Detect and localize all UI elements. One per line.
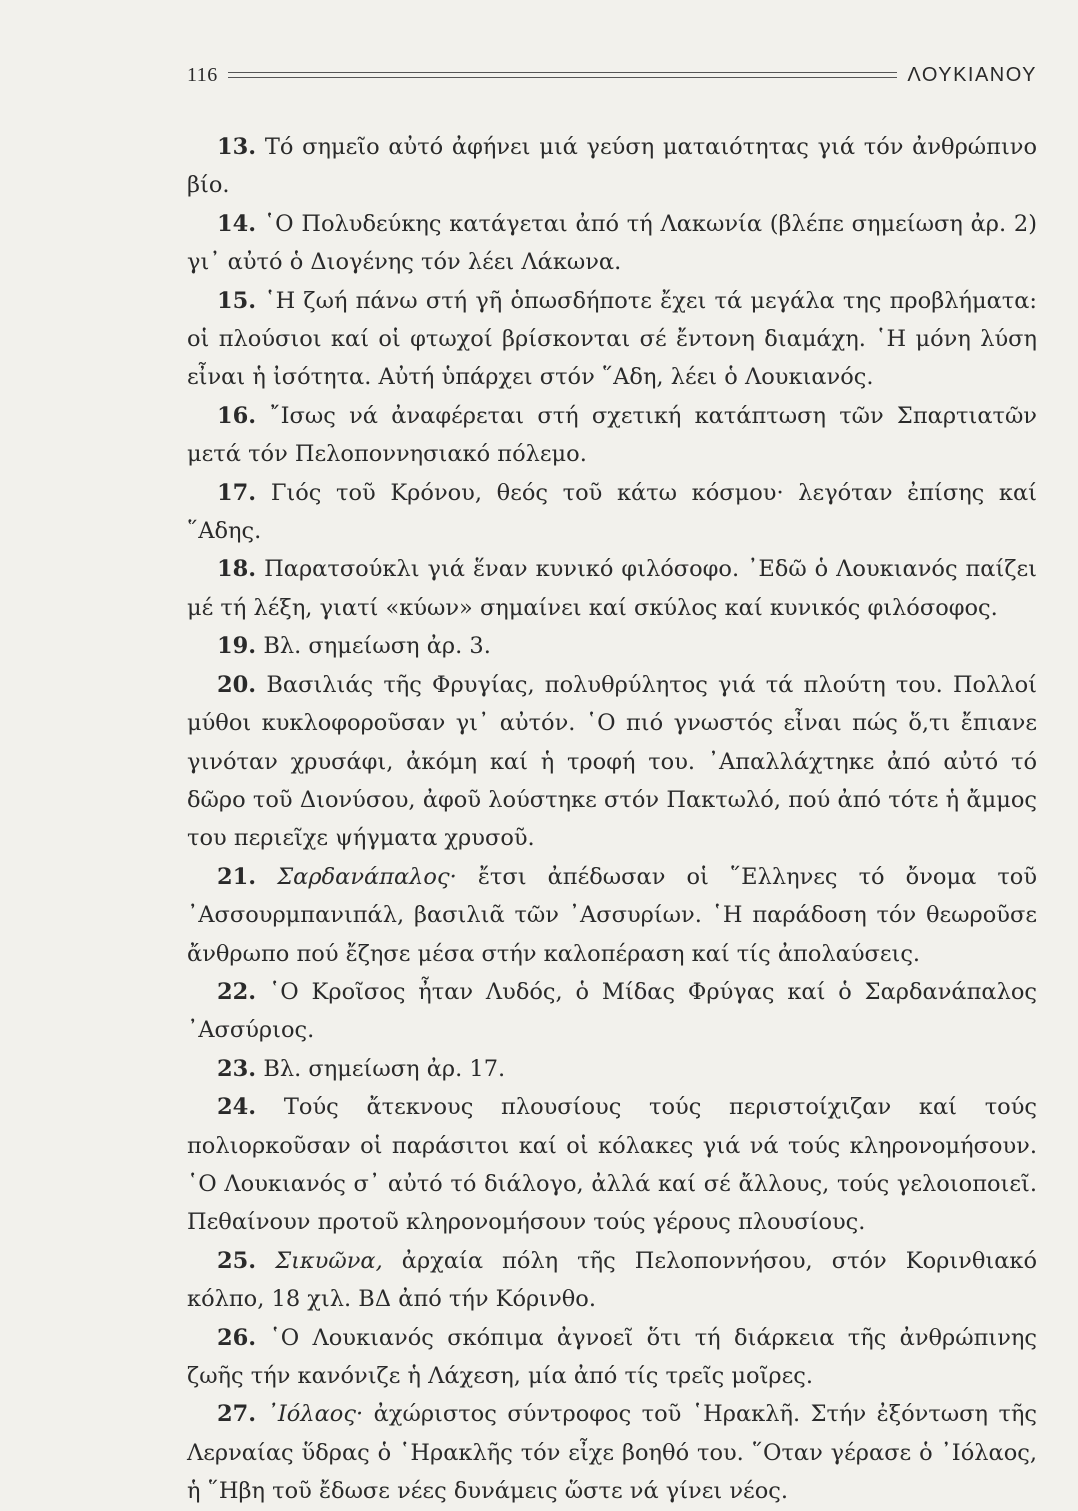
note-text: Τό σημεῖο αὐτό ἀφήνει μιά γεύση ματαιότητας γιά τόν ἀνθρώπινο βίο. bbox=[187, 134, 1037, 199]
note-term: Σαρδανάπαλος· bbox=[277, 863, 457, 890]
note-17 bbox=[187, 474, 1037, 551]
note-number: 13. bbox=[217, 134, 257, 160]
note-number: 14. bbox=[217, 210, 257, 237]
note-27 bbox=[187, 1395, 1037, 1510]
note-term: ᾿Ιόλαος· bbox=[266, 1401, 364, 1428]
note-21 bbox=[187, 858, 1037, 973]
note-text: ῎Ισως νά ἀναφέρεται στή σχετική κατάπτωση τῶν Σπαρτιατῶν μετά τόν Πελοποννησιακό πόλεμο. bbox=[187, 402, 1037, 468]
note-number: 25. bbox=[217, 1247, 257, 1274]
note-text: ῾Η ζωή πάνω στή γῆ ὁπωσδήποτε ἔχει τά μεγάλα της προβλήματα: οἱ πλούσιοι καί οἱ φτωχοί βρίσκονται σέ ἔντονη διαμάχη. ῾Η μόνη λύση εἶναι ἡ ἰσότητα. Αὐτή ὑπάρχει στόν ῞Αδη, λέει ὁ Λουκιανός. bbox=[187, 287, 1037, 391]
note-number: 19. bbox=[217, 633, 257, 660]
note-text: Τούς ἄτεκνους πλουσίους τούς περιστοίχιζαν καί τούς πολιορκοῦσαν οἱ παράσιτοι καί οἱ κόλακες γιά νά τούς κληρονομήσουν. ῾Ο Λουκιανός σ᾽ αὐτό τό διάλογο, ἀλλά καί σέ ἄλλους, τούς γελοιοποιεῖ. Πεθαίνουν προτοῦ κληρονομήσουν τούς γέρους πλουσίους. bbox=[187, 1094, 1037, 1236]
note-number: 26. bbox=[217, 1324, 257, 1351]
note-text: ῾Ο Λουκιανός σκόπιμα ἀγνοεῖ ὅτι τή διάρκεια τῆς ἀνθρώπινης ζωῆς τήν κανόνιζε ἡ Λάχεση, μία ἀπό τίς τρεῖς μοῖρες. bbox=[187, 1324, 1038, 1389]
note-text: Βλ. σημείωση ἀρ. 17. bbox=[263, 1055, 506, 1082]
page-number: 116 bbox=[187, 63, 218, 86]
running-title: ΛΟΥΚΙΑΝΟΥ bbox=[907, 63, 1037, 86]
note-16 bbox=[187, 397, 1037, 474]
note-number: 18. bbox=[217, 556, 257, 583]
notes-list bbox=[187, 128, 1037, 1511]
note-number: 15. bbox=[217, 287, 257, 314]
note-text: ῾Ο Κροῖσος ἦταν Λυδός, ὁ Μίδας Φρύγας καί ὁ Σαρδανάπαλος ᾿Ασσύριος. bbox=[187, 978, 1037, 1044]
note-text: ἀρχαία πόλη τῆς Πελοποννήσου, στόν Κορινθιακό κόλπο, 18 χιλ. ΒΔ ἀπό τήν Κόρινθο. bbox=[187, 1247, 1038, 1313]
note-23 bbox=[187, 1050, 1037, 1088]
note-26 bbox=[187, 1319, 1037, 1396]
note-number: 17. bbox=[217, 479, 257, 506]
note-number: 21. bbox=[217, 863, 257, 890]
note-number: 23. bbox=[217, 1055, 257, 1082]
note-text: Γιός τοῦ Κρόνου, θεός τοῦ κάτω κόσμου· λεγόταν ἐπίσης καί ῞Αδης. bbox=[187, 479, 1038, 545]
page-header bbox=[187, 60, 1037, 90]
note-text: ῾Ο Πολυδεύκης κατάγεται ἀπό τή Λακωνία (βλέπε σημείωση ἀρ. 2) γι᾽ αὐτό ὁ Διογένης τόν λέει Λάκωνα. bbox=[187, 210, 1037, 276]
note-number: 16. bbox=[217, 402, 257, 429]
note-14 bbox=[187, 205, 1037, 282]
note-22 bbox=[187, 973, 1037, 1050]
note-number: 27. bbox=[217, 1401, 257, 1428]
header-rule bbox=[228, 72, 898, 78]
note-13 bbox=[187, 128, 1037, 205]
note-number: 24. bbox=[217, 1094, 257, 1121]
note-18 bbox=[187, 550, 1037, 627]
note-number: 22. bbox=[217, 978, 257, 1005]
note-25 bbox=[187, 1242, 1037, 1319]
note-term: Σικυῶνα, bbox=[275, 1247, 383, 1274]
note-20 bbox=[187, 666, 1037, 858]
note-text: ἔτσι ἀπέδωσαν οἱ ῞Ελληνες τό ὄνομα τοῦ ᾿Ασσουρμπανιπάλ, βασιλιᾶ τῶν ᾿Ασσυρίων. ῾Η παράδοση τόν θεωροῦσε ἄνθρωπο πού ἔζησε μέσα στήν καλοπέραση καί τίς ἀπολαύσεις. bbox=[187, 863, 1038, 967]
note-19 bbox=[187, 627, 1037, 665]
note-text: ἀχώριστος σύντροφος τοῦ ῾Ηρακλῆ. Στήν ἐξόντωση τῆς Λερναίας ὕδρας ὁ ῾Ηρακλῆς τόν εἶχε βοηθό του. ῞Οταν γέρασε ὁ ᾿Ιόλαος, ἡ ῞Ηβη τοῦ ἔδωσε νέες δυνάμεις ὥστε νά γίνει νέος. bbox=[187, 1401, 1038, 1505]
note-text: Παρατσούκλι γιά ἕναν κυνικό φιλόσοφο. ᾿Εδῶ ὁ Λουκιανός παίζει μέ τή λέξη, γιατί «κύων» σημαίνει καί σκύλος καί κυνικός φιλόσοφος. bbox=[187, 556, 1037, 621]
note-text: Βασιλιάς τῆς Φρυγίας, πολυθρύλητος γιά τά πλούτη του. Πολλοί μύθοι κυκλοφοροῦσαν γι᾽ αὐτόν. ῾Ο πιό γνωστός εἶναι πώς ὅ,τι ἔπιανε γινόταν χρυσάφι, ἀκόμη καί ἡ τροφή του. ᾿Απαλλάχτηκε ἀπό αὐτό τό δῶρο τοῦ Διονύσου, ἀφοῦ λούστηκε στόν Πακτωλό, πού ἀπό τότε ἡ ἄμμος του περιεῖχε ψήγματα χρυσοῦ. bbox=[187, 671, 1037, 852]
note-text: Βλ. σημείωση ἀρ. 3. bbox=[263, 633, 491, 660]
note-number: 20. bbox=[217, 671, 257, 698]
note-15 bbox=[187, 282, 1037, 397]
note-24 bbox=[187, 1088, 1037, 1242]
